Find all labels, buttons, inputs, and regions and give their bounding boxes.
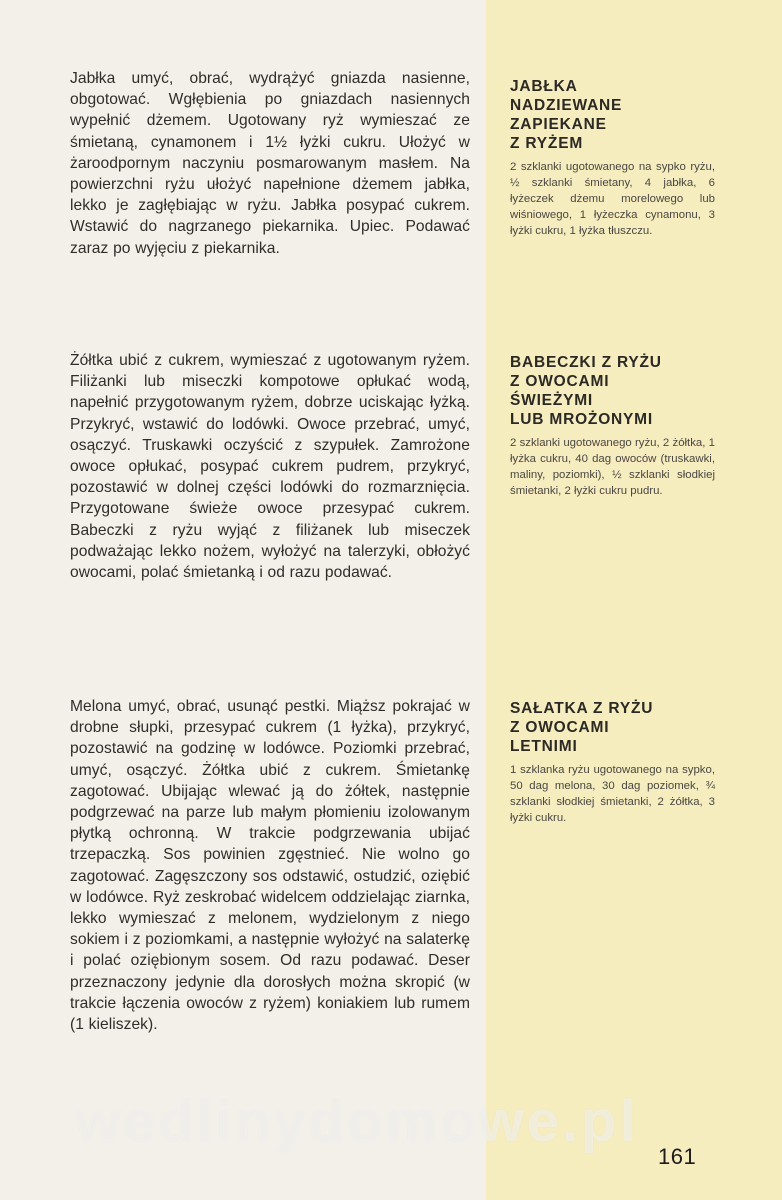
recipe-header-box: [510, 699, 715, 826]
recipe-title: BABECZKI Z RYŻU Z OWOCAMI ŚWIEŻYMI LUB MROŻONYMI: [510, 354, 662, 428]
recipe-ingredients: 2 szklanki ugotowanego na sypko ryżu, ½ szklanki śmietany, 4 jabłka, 6 łyżeczek dżemu morelowego lub wiśniowego, 1 łyżeczka cynamonu, 3 łyżki cukru, 1 łyżka tłuszczu.: [510, 161, 715, 238]
page-number: 161: [658, 1144, 697, 1169]
recipe-header-box: [510, 353, 715, 499]
recipe-method-text: Melona umyć, obrać, usunąć pestki. Miąższ pokrajać w drobne słupki, przesypać cukrem (1 łyżka), przykryć, pozostawić na godzinę w lodówce. Poziomki przebrać, umyć, osączyć. Żółtka ubić z cukrem. Śmietankę zagotować. Ubijając wlewać ją do żółtek, następnie podgrzewać na parze lub małym płomieniu izolowanym płytką ochronną. W trakcie podgrzewania ubijać trzepaczką. Sos powinien zgęstnieć. Nie wolno go zagotować. Zagęszczony sos odstawić, ostudzić, oziębić w lodówce. Ryż zeskrobać widelcem oddzielając ziarnka, lekko wymieszać z melonem, wydzielonym z niego sokiem i z poziomkami, a następnie wyłożyć na salaterkę i polać oziębionym sosem. Od razu podawać. Deser przeznaczony jedynie dla dorosłych można skropić (w trakcie łączenia owoców z ryżem) koniakiem lub rumem (1 kieliszek).: [70, 698, 470, 1034]
recipe-title: SAŁATKA Z RYŻU Z OWOCAMI LETNIMI: [510, 700, 654, 755]
recipe-title: JABŁKA NADZIEWANE ZAPIEKANE Z RYŻEM: [510, 78, 623, 152]
recipe-method-text: Żółtka ubić z cukrem, wymieszać z ugotowanym ryżem. Filiżanki lub miseczki kompotowe opłukać wodą, napełnić przygotowanym ryżem, dobrze uciskając łyżką. Przykryć, wstawić do lodówki. Owoce przebrać, umyć, osączyć. Truskawki oczyścić z szypułek. Zamrożone owoce opłukać, posypać cukrem pudrem, przykryć, pozostawić w dolnej części lodówki do rozmarznięcia. Przygotowane świeże owoce przesypać cukrem. Babeczki z ryżu wyjąć z filiżanek lub miseczek podważając lekko nożem, wyłożyć na talerzyki, obłożyć owocami, polać śmietanką i od razu podawać.: [70, 352, 470, 582]
site-watermark: wedlinydomowe.pl: [75, 1089, 639, 1154]
recipe-ingredients: 2 szklanki ugotowanego ryżu, 2 żółtka, 1 łyżka cukru, 40 dag owoców (truskawki, maliny, poziomki), ½ szklanki słodkiej śmietanki, 2 łyżki cukru pudru.: [510, 437, 715, 498]
recipe-ingredients: 1 szklanka ryżu ugotowanego na sypko, 50 dag melona, 30 dag poziomek, ¾ szklanki słodkiej śmietanki, 2 żółtka, 3 łyżki cukru.: [510, 764, 715, 825]
recipe-header-box: [510, 77, 715, 239]
recipe-method-text: Jabłka umyć, obrać, wydrążyć gniazda nasienne, obgotować. Wgłębienia po gniazdach nasiennych wypełnić dżemem. Ugotowany ryż wymieszać ze śmietaną, cynamonem i 1½ łyżki cukru. Ułożyć w żaroodpornym naczyniu posmarowanym masłem. Na powierzchni ryżu ułożyć napełnione dżemem jabłka, lekko je zagłębiając w ryżu. Jabłka posypać cukrem. Wstawić do nagrzanego piekarnika. Upiec. Podawać zaraz po wyjęciu z piekarnika.: [70, 70, 470, 257]
